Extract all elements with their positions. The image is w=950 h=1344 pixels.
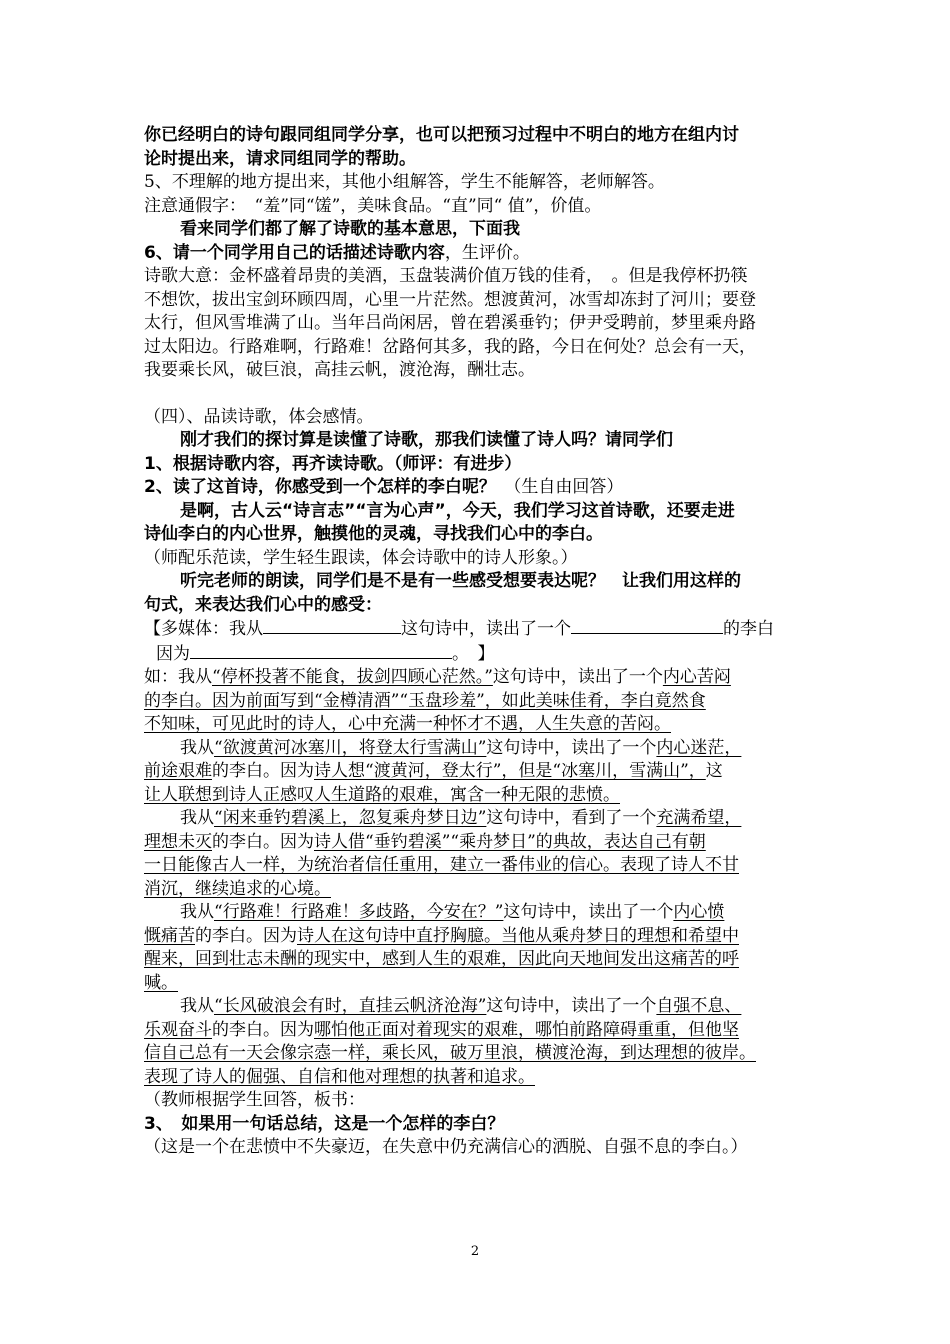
- text-line: [144, 737, 824, 761]
- text-line: [144, 901, 824, 925]
- text-span: 我从: [180, 902, 214, 922]
- text-line: 1、根据诗歌内容，再齐读诗歌。（师评：有进步）: [144, 453, 522, 474]
- text-line: 注意通假字： “羞”同“馐”，美味食品。“直”同“ 值”，价值。: [144, 195, 602, 216]
- multimedia-line: [144, 617, 824, 642]
- text-line: [144, 995, 824, 1019]
- text-span: （生自由回答）: [495, 477, 624, 497]
- text-line: 诗仙李白的内心世界，触摸他的灵魂，寻找我们心中的李白。: [144, 524, 603, 544]
- text-span: 的李白。因为: [195, 925, 297, 946]
- text-span: 这句诗中，读出了一个: [492, 667, 663, 687]
- text-line: [144, 666, 824, 690]
- text-span: 我从: [180, 808, 214, 828]
- text-line: 信自己总有一天会像宗悫一样，乘长风，破万里浪，横渡沧海，到达理想的彼岸。: [144, 1043, 756, 1063]
- text-line: [144, 476, 824, 500]
- multimedia-line: [144, 642, 824, 667]
- text-line: 让人联想到诗人正感叹人生道路的艰难，寓含一种无限的悲愤。: [144, 784, 620, 805]
- text-span: 诗人借“垂钓碧溪”“乘舟梦日”的典故，表达自己有朝: [314, 831, 706, 852]
- text-line: 句式，来表达我们心中的感受：: [144, 594, 382, 615]
- text-line: 听完老师的朗读，同学们是不是有一些感受想要表达呢？ 让我们用这样的: [180, 571, 741, 591]
- text-line: [144, 925, 824, 949]
- text-span: “长风破浪会有时，直挂云帆济沧海”: [214, 996, 487, 1016]
- text-span: 诗人在这句诗中直抒胸臆。当他从乘舟梦日的理想和希望中: [297, 925, 739, 946]
- text-line: 我要乘长风，破巨浪，高挂云帆，渡沧海，酬壮志。: [144, 360, 535, 380]
- page-number: 2: [470, 1244, 480, 1259]
- text-span: 2、读了这首诗，你感受到一个怎样的李白呢？: [144, 477, 496, 497]
- text-line: 醒来，回到壮志未酬的现实中，感到人生的艰难，因此向天地间发出这痛苦的呼: [144, 949, 739, 969]
- text-span: 这句诗中，读出了一个: [401, 619, 571, 639]
- text-span: 的李白。因为: [212, 1019, 314, 1040]
- text-span: 理想未灭: [144, 831, 212, 852]
- text-line: [144, 807, 824, 831]
- text-span: 自强不息、: [656, 996, 742, 1016]
- text-span: 内心苦闷: [662, 667, 731, 687]
- text-span: 6、请一个同学用自己的话描述诗歌内容: [144, 242, 445, 263]
- text-span: 。 】: [452, 643, 495, 664]
- text-span: ，生评价。: [444, 242, 530, 263]
- text-line: 不知味，可见此时的诗人，心中充满一种怀才不遇，人生失意的苦闷。: [144, 714, 671, 734]
- text-line: 5、不理解的地方提出来，其他小组解答，学生不能解答，老师解答。: [144, 172, 665, 192]
- text-line: 不想饮，拔出宝剑环顾四周，心里一片茫然。想渡黄河，冰雪却冻封了河川；要登: [144, 289, 756, 310]
- text-span: 【多媒体：我从: [144, 619, 263, 639]
- text-span: “停杯投著不能食，拔剑四顾心茫然。”: [212, 667, 493, 687]
- fill-blank: [571, 617, 723, 634]
- text-span: 这句诗中，看到了一个: [486, 808, 657, 828]
- text-line: 消沉，继续追求的心境。: [144, 878, 331, 899]
- text-line: 论时提出来，请求同组同学的帮助。: [144, 148, 416, 169]
- text-span: 我从: [180, 996, 214, 1016]
- text-span: 因为: [156, 643, 190, 664]
- text-span: 这: [705, 761, 723, 781]
- text-line: 看来同学们都了解了诗歌的基本意思，下面我: [180, 219, 520, 239]
- text-span: 这句诗中，读出了一个: [486, 996, 657, 1016]
- text-line: （教师根据学生回答，板书：: [144, 1090, 365, 1110]
- text-span: 诗人想“渡黄河，登太行”，但是“冰塞川，雪满山”，: [314, 761, 706, 781]
- text-line: [144, 760, 824, 784]
- text-span: 的李白。因为: [212, 831, 314, 852]
- text-span: “欲渡黄河冰塞川，将登太行雪满山”: [214, 737, 487, 758]
- text-line: 一日能像古人一样，为统治者信任重用，建立一番伟业的信心。表现了诗人不甘: [144, 855, 739, 875]
- text-span: 内心愤: [673, 902, 725, 922]
- fill-blank: [263, 617, 401, 634]
- text-span: 内心迷茫，: [656, 737, 742, 758]
- section-heading: （四）、品读诗歌，体会感情。: [144, 406, 374, 427]
- text-span: 慨痛苦: [144, 925, 195, 946]
- text-line: 诗歌大意：金杯盛着昂贵的美酒，玉盘装满价值万钱的佳肴， 。但是我停杯扔筷: [144, 266, 748, 286]
- text-line: 刚才我们的探讨算是读懂了诗歌，那我们读懂了诗人吗？请同学们: [180, 430, 673, 450]
- text-line: 的李白。因为前面写到“金樽清酒”“玉盘珍羞”，如此美味佳肴，李白竟然食: [144, 690, 706, 711]
- text-span: 这句诗中，读出了一个: [503, 902, 674, 922]
- text-line: （师配乐范读，学生轻生跟读，体会诗歌中的诗人形象。）: [144, 547, 578, 568]
- text-line: 喊。: [144, 972, 178, 993]
- text-span: “闲来垂钓碧溪上，忽复乘舟梦日边”: [214, 808, 487, 828]
- text-line: [144, 242, 824, 266]
- text-span: 的李白。因为: [212, 761, 314, 781]
- text-span: 充满希望，: [656, 808, 742, 828]
- text-line: （这是一个在悲愤中不失豪迈，在失意中仍充满信心的洒脱、自强不息的李白。）: [144, 1137, 748, 1157]
- spacer: [144, 383, 824, 406]
- text-span: 前途艰难: [144, 761, 212, 781]
- document-page: [144, 124, 824, 1160]
- text-span: 这句诗中，读出了一个: [486, 737, 657, 758]
- text-span: 我从: [180, 737, 214, 758]
- text-line: 你已经明白的诗句跟同组同学分享，也可以把预习过程中不明白的地方在组内讨: [144, 125, 739, 145]
- text-span: 的李白: [723, 619, 774, 639]
- text-span: “行路难！行路难！多歧路，今安在？”: [214, 902, 504, 922]
- text-span: 哪怕他正面对着现实的艰难，哪怕前路障碍重重，但他坚: [314, 1019, 739, 1040]
- fill-blank: [190, 642, 452, 659]
- text-span: 乐观奋斗: [144, 1019, 212, 1040]
- text-line: 表现了诗人的倔强、自信和他对理想的执著和追求。: [144, 1066, 535, 1087]
- text-line: [144, 1019, 824, 1043]
- text-line: 是啊，古人云“诗言志”“言为心声”，今天，我们学习这首诗歌，还要走进: [180, 500, 735, 521]
- text-line: 3、 如果用一句话总结，这是一个怎样的李白？: [144, 1113, 505, 1134]
- text-span: 如：我从: [144, 667, 212, 687]
- text-line: 太行，但风雪堆满了山。当年吕尚闲居，曾在碧溪垂钓；伊尹受聘前，梦里乘舟路: [144, 313, 756, 333]
- text-line: [144, 831, 824, 855]
- text-line: 过太阳边。行路难啊，行路难！岔路何其多，我的路，今日在何处？总会有一天，: [144, 336, 756, 357]
